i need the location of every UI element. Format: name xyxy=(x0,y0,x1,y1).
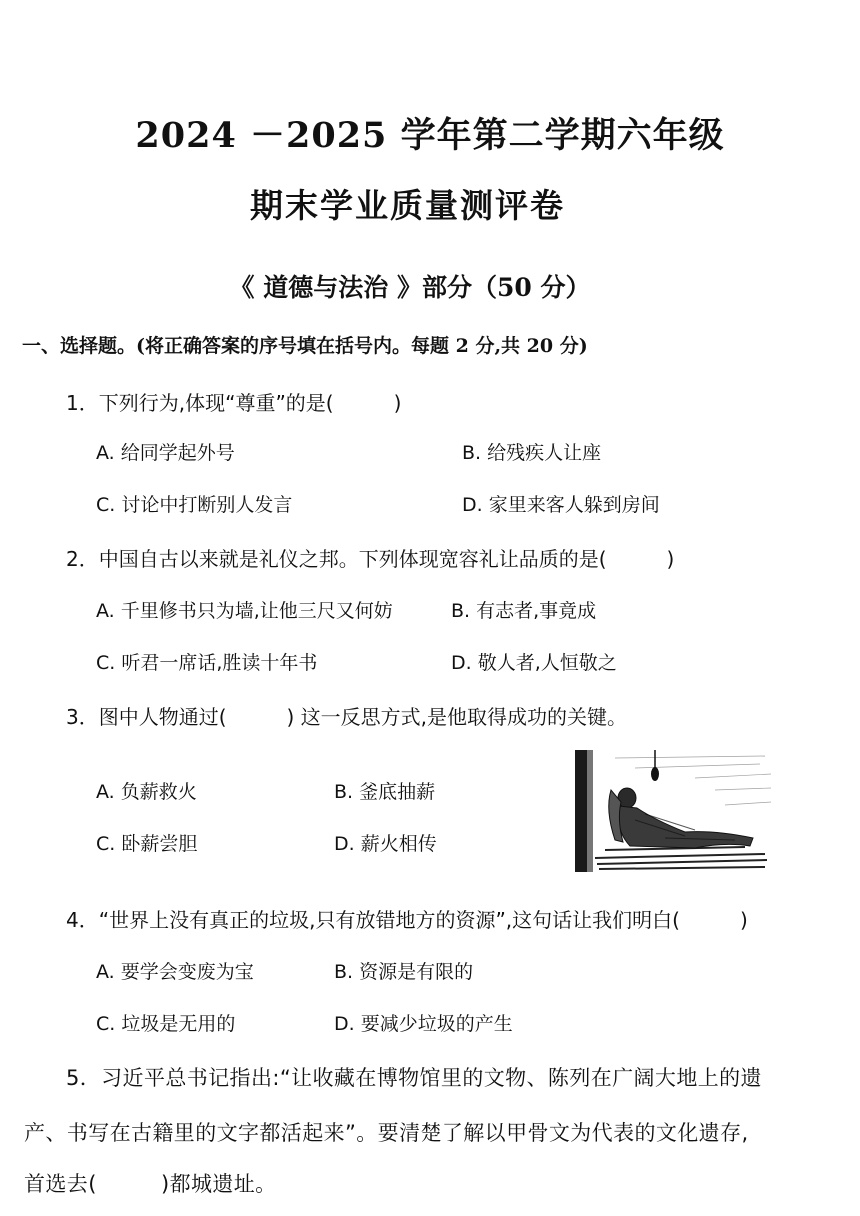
question-5-stem-line2: 产、书写在古籍里的文字都活起来”。要清楚了解以甲骨文为代表的文化遗存, xyxy=(24,1121,749,1145)
question-3-option-d: D. 薪火相传 xyxy=(334,833,437,855)
question-1-option-a: A. 给同学起外号 xyxy=(96,442,235,464)
question-2-stem: 2．中国自古以来就是礼仪之邦。下列体现宽容礼让品质的是( ) xyxy=(66,547,675,571)
question-3-option-a: A. 负薪救火 xyxy=(96,781,197,803)
question-3-option-b: B. 釜底抽薪 xyxy=(334,781,436,803)
question-1-stem: 1．下列行为,体现“尊重”的是( ) xyxy=(66,391,402,415)
question-1-option-b: B. 给残疾人让座 xyxy=(462,442,602,464)
question-4-option-a: A. 要学会变废为宝 xyxy=(96,961,254,983)
question-5-stem-line3: 首选去( )都城遗址。 xyxy=(24,1172,277,1196)
question-1-option-c: C. 讨论中打断别人发言 xyxy=(96,494,293,516)
question-4-stem: 4．“世界上没有真正的垃圾,只有放错地方的资源”,这句话让我们明白( ) xyxy=(66,908,748,932)
question-3-illustration xyxy=(575,750,773,872)
question-2-option-b: B. 有志者,事竟成 xyxy=(451,600,597,622)
question-5-stem-line1: 5．习近平总书记指出:“让收藏在博物馆里的文物、陈列在广阔大地上的遗 xyxy=(66,1066,762,1090)
question-3-stem: 3．图中人物通过( ) 这一反思方式,是他取得成功的关键。 xyxy=(66,705,628,729)
sleeping-on-brushwood-drawing xyxy=(575,750,773,872)
question-2-option-c: C. 听君一席话,胜读十年书 xyxy=(96,652,318,674)
question-1-option-d: D. 家里来客人躲到房间 xyxy=(462,494,660,516)
question-4-option-d: D. 要减少垃圾的产生 xyxy=(334,1013,513,1035)
question-4-option-c: C. 垃圾是无用的 xyxy=(96,1013,236,1035)
exam-title-line1: 2024 －2025 学年第二学期六年级 xyxy=(135,115,725,156)
section-heading: 一、选择题。(将正确答案的序号填在括号内。每题 2 分,共 20 分) xyxy=(22,335,588,357)
question-2-option-d: D. 敬人者,人恒敬之 xyxy=(451,652,617,674)
subject-subtitle: 《 道德与法治 》部分（50 分） xyxy=(229,273,591,302)
question-3-option-c: C. 卧薪尝胆 xyxy=(96,833,198,855)
question-2-option-a: A. 千里修书只为墙,让他三尺又何妨 xyxy=(96,600,393,622)
question-4-option-b: B. 资源是有限的 xyxy=(334,961,474,983)
exam-title-line2: 期末学业质量测评卷 xyxy=(250,186,565,225)
